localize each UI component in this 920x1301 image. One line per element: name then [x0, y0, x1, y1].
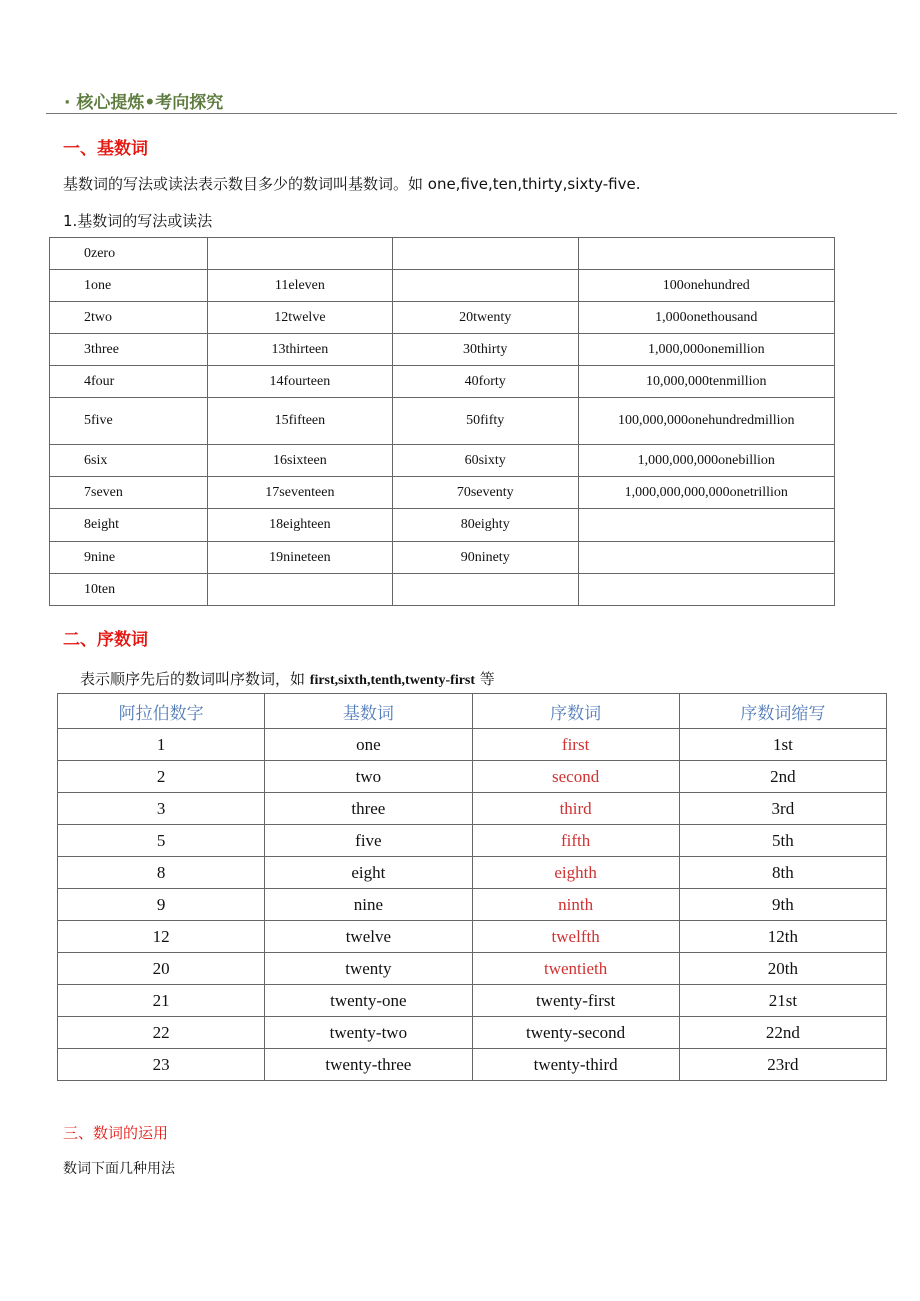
table-cell: 0zero [50, 238, 208, 270]
table-cell: 16sixteen [207, 445, 392, 477]
ordinal-intro [80, 668, 495, 689]
ordinal-table [57, 693, 887, 1081]
table-cell: 1,000,000onemillion [578, 334, 834, 366]
table-cell: 60sixty [392, 445, 578, 477]
table-cell: 11eleven [207, 270, 392, 302]
column-header: 基数词 [265, 694, 472, 729]
table-cell: 1one [50, 270, 208, 302]
table-cell: 19nineteen [207, 542, 392, 574]
table-cell: 9nine [50, 542, 208, 574]
table-cell: third [472, 793, 679, 825]
cardinal-table [49, 237, 835, 606]
table-row [58, 761, 887, 793]
table-cell: nine [265, 889, 472, 921]
table-cell: 8th [679, 857, 886, 889]
table-cell: 3 [58, 793, 265, 825]
table-cell: 50fifty [392, 398, 578, 445]
table-cell: 2 [58, 761, 265, 793]
table-cell: 12 [58, 921, 265, 953]
table-row [50, 334, 835, 366]
table-cell: 7seven [50, 477, 208, 509]
table-cell: eighth [472, 857, 679, 889]
table-cell: two [265, 761, 472, 793]
table-row [58, 729, 887, 761]
table-cell: 9th [679, 889, 886, 921]
table-cell: twenty-third [472, 1049, 679, 1081]
table-row [50, 270, 835, 302]
table-cell [392, 574, 578, 606]
table-cell: 2two [50, 302, 208, 334]
table-cell: 6six [50, 445, 208, 477]
table-cell [207, 238, 392, 270]
intro-examples: first,sixth,tenth,twenty-first [309, 673, 476, 688]
table-cell: 23 [58, 1049, 265, 1081]
cardinal-subheading: 1.基数词的写法或读法 [63, 212, 213, 230]
table-cell: twenty-second [472, 1017, 679, 1049]
table-cell: twelfth [472, 921, 679, 953]
table-cell: one [265, 729, 472, 761]
table-cell [578, 238, 834, 270]
table-cell: 5th [679, 825, 886, 857]
table-cell: eight [265, 857, 472, 889]
table-row [50, 302, 835, 334]
column-header: 阿拉伯数字 [58, 694, 265, 729]
table-cell: twenty [265, 953, 472, 985]
table-cell: 21st [679, 985, 886, 1017]
table-cell [578, 574, 834, 606]
table-row [50, 509, 835, 542]
table-cell: 3rd [679, 793, 886, 825]
table-cell [392, 270, 578, 302]
table-cell: 80eighty [392, 509, 578, 542]
table-cell: first [472, 729, 679, 761]
column-header: 序数词 [472, 694, 679, 729]
table-row [50, 574, 835, 606]
table-cell [207, 574, 392, 606]
table-cell: 100,000,000onehundredmillion [578, 398, 834, 445]
table-cell: 9 [58, 889, 265, 921]
table-cell [578, 509, 834, 542]
table-cell: 70seventy [392, 477, 578, 509]
table-cell: 12twelve [207, 302, 392, 334]
usage-text: 数词下面几种用法 [63, 1161, 175, 1177]
table-cell: 14fourteen [207, 366, 392, 398]
cardinal-intro: 基数词的写法或读法表示数目多少的数词叫基数词。如 one,five,ten,thirty,sixty-five. [63, 175, 641, 193]
table-row [50, 366, 835, 398]
table-cell: 2nd [679, 761, 886, 793]
table-cell: twenty-first [472, 985, 679, 1017]
table-cell [578, 542, 834, 574]
section-header: · 核心提炼•考向探究 [64, 93, 224, 113]
intro-end: 等 [475, 670, 495, 688]
table-cell: 8 [58, 857, 265, 889]
table-cell: 30thirty [392, 334, 578, 366]
table-row [50, 477, 835, 509]
table-cell: twelve [265, 921, 472, 953]
table-row [50, 398, 835, 445]
table-cell: twenty-two [265, 1017, 472, 1049]
table-row [58, 889, 887, 921]
table-row [50, 238, 835, 270]
table-cell: 13thirteen [207, 334, 392, 366]
table-row [50, 542, 835, 574]
heading-ordinal: 二、序数词 [63, 630, 148, 650]
table-row [58, 1049, 887, 1081]
table-row [50, 445, 835, 477]
table-cell: twenty-one [265, 985, 472, 1017]
table-row [58, 1017, 887, 1049]
table-cell: 1st [679, 729, 886, 761]
table-cell: 12th [679, 921, 886, 953]
table-cell: 10ten [50, 574, 208, 606]
table-cell: 4four [50, 366, 208, 398]
table-cell: 1,000,000,000onebillion [578, 445, 834, 477]
table-row [58, 985, 887, 1017]
table-row [58, 953, 887, 985]
table-cell: 8eight [50, 509, 208, 542]
table-cell: 100onehundred [578, 270, 834, 302]
table-cell: 22 [58, 1017, 265, 1049]
table-cell [392, 238, 578, 270]
table-cell: ninth [472, 889, 679, 921]
table-cell: 20twenty [392, 302, 578, 334]
table-row [58, 921, 887, 953]
table-cell: 18eighteen [207, 509, 392, 542]
table-cell: 5five [50, 398, 208, 445]
table-row [58, 857, 887, 889]
table-cell: 5 [58, 825, 265, 857]
table-cell: 17seventeen [207, 477, 392, 509]
table-row [58, 793, 887, 825]
table-cell: 20 [58, 953, 265, 985]
heading-cardinal: 一、基数词 [63, 139, 148, 159]
table-cell: three [265, 793, 472, 825]
table-cell: five [265, 825, 472, 857]
intro-text: 表示顺序先后的数词叫序数词，如 [80, 670, 310, 688]
table-cell: 10,000,000tenmillion [578, 366, 834, 398]
table-cell: 23rd [679, 1049, 886, 1081]
table-cell: 1 [58, 729, 265, 761]
divider [46, 113, 897, 114]
table-cell: 1,000onethousand [578, 302, 834, 334]
table-cell: fifth [472, 825, 679, 857]
table-cell: 21 [58, 985, 265, 1017]
heading-usage: 三、数词的运用 [63, 1124, 169, 1142]
table-cell: 40forty [392, 366, 578, 398]
column-header: 序数词缩写 [679, 694, 886, 729]
table-cell: 22nd [679, 1017, 886, 1049]
table-row [58, 825, 887, 857]
table-cell: 90ninety [392, 542, 578, 574]
table-cell: twentieth [472, 953, 679, 985]
table-cell: 20th [679, 953, 886, 985]
table-cell: second [472, 761, 679, 793]
table-cell: twenty-three [265, 1049, 472, 1081]
table-cell: 15fifteen [207, 398, 392, 445]
table-cell: 1,000,000,000,000onetrillion [578, 477, 834, 509]
table-cell: 3three [50, 334, 208, 366]
